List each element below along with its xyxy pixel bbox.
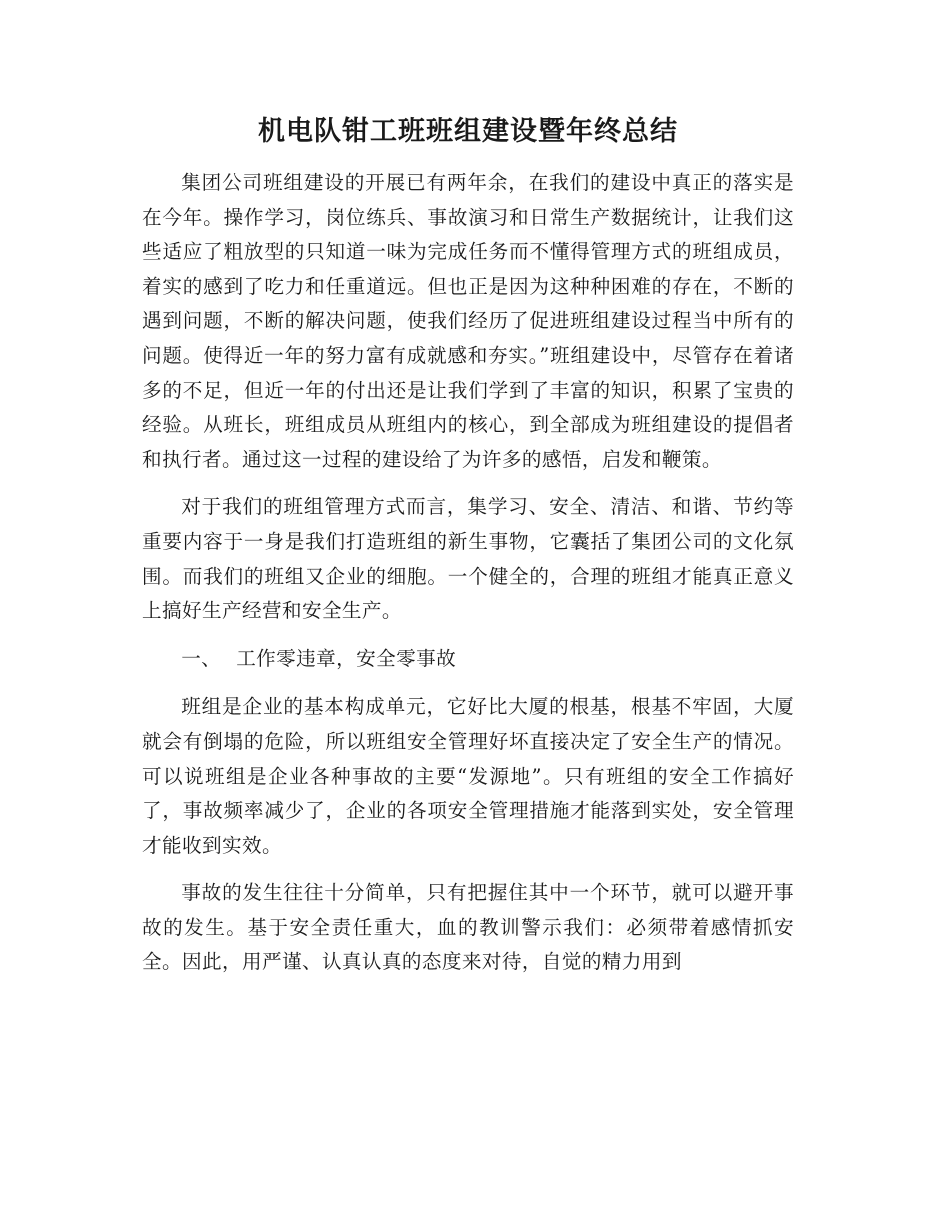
section-title: 工作零违章，安全零事故 bbox=[236, 646, 457, 670]
paragraph-accident-prevention: 事故的发生往往十分简单，只有把握住其中一个环节，就可以避开事故的发生。基于安全责任重大，血的教训警示我们：必须带着感情抓安全。因此，用严谨、认真认真的态度来对待，自觉的精力用到 bbox=[142, 881, 794, 974]
paragraph-safety-foundation: 班组是企业的基本构成单元，它好比大厦的根基，根基不牢固，大厦就会有倒塌的危险，所以班组安全管理好坏直接决定了安全生产的情况。可以说班组是企业各种事故的主要“发源地”。只有班组的安全工作搞好了，事故频率减少了，企业的各项安全管理措施才能落到实处，安全管理才能收到实效。 bbox=[142, 695, 794, 857]
paragraph-management: 对于我们的班组管理方式而言，集学习、安全、清洁、和谐、节约等重要内容于一身是我们打造班组的新生事物，它囊括了集团公司的文化氛围。而我们的班组又企业的细胞。一个健全的，合理的班组才能真正意义上搞好生产经营和安全生产。 bbox=[142, 495, 794, 623]
section-number: 一、 bbox=[181, 646, 222, 670]
document-body bbox=[142, 108, 794, 993]
section-heading-1 bbox=[142, 642, 794, 677]
document-title: 机电队钳工班班组建设暨年终总结 bbox=[258, 116, 678, 147]
paragraph-intro: 集团公司班组建设的开展已有两年余，在我们的建设中真正的落实是在今年。操作学习，岗位练兵、事故演习和日常生产数据统计，让我们这些适应了粗放型的只知道一味为完成任务而不懂得管理方式的班组成员，着实的感到了吃力和任重道远。但也正是因为这种种困难的存在，不断的遇到问题，不断的解决问题，使我们经历了促进班组建设过程当中所有的问题。使得近一年的努力富有成就感和夯实。”班组建设中，尽管存在着诸多的不足，但近一年的付出还是让我们学到了丰富的知识，积累了宝贵的经验。从班长，班组成员从班组内的核心，到全部成为班组建设的提倡者和执行者。通过这一过程的建设给了为许多的感悟，启发和鞭策。 bbox=[142, 171, 794, 471]
